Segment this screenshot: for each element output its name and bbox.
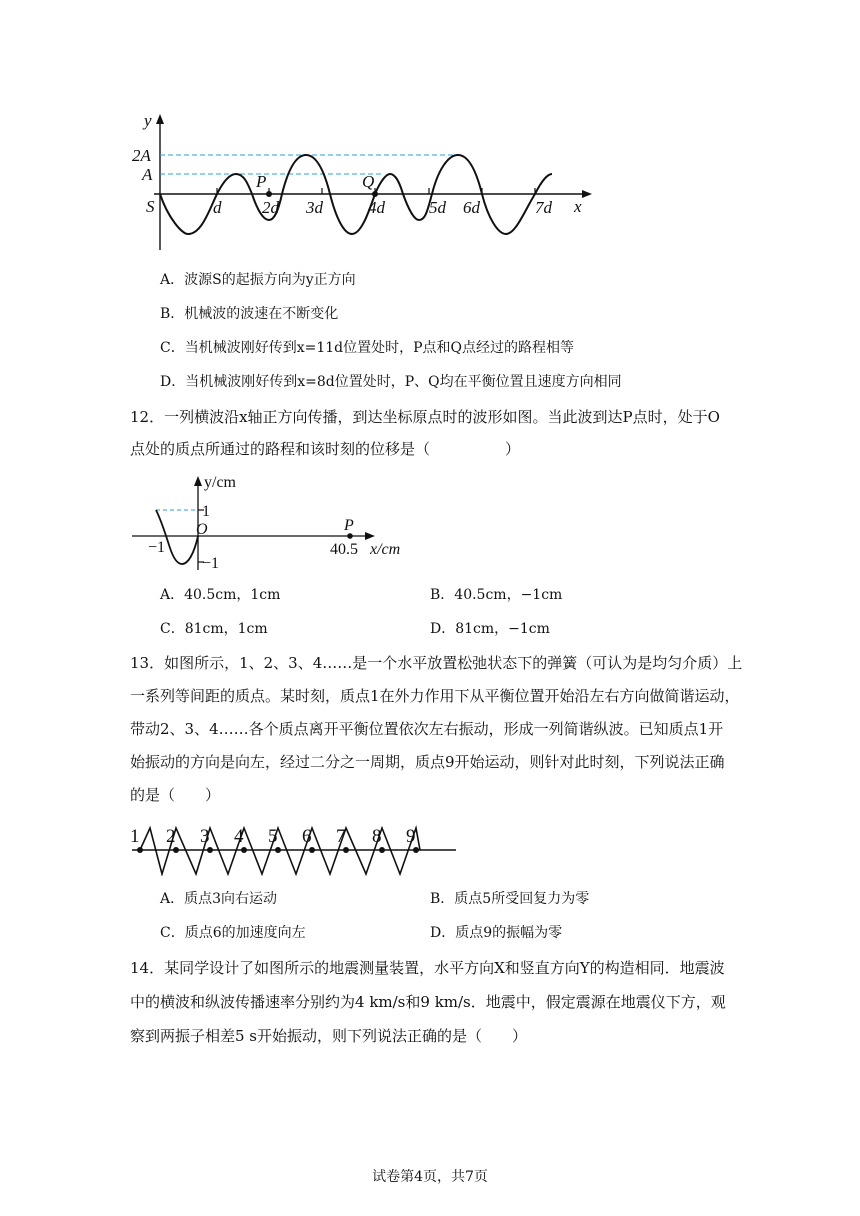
fig1-x-tick: 6d (463, 198, 480, 217)
fig1-x-tick: 7d (535, 198, 552, 217)
spring-label: 6 (302, 826, 312, 847)
q13-option-d: D．质点9的振幅为零 (430, 925, 563, 941)
q13-stem-line2: 一系列等间距的质点。某时刻，质点1在外力作用下从平衡位置开始沿左右方向做简谐运动， (130, 687, 740, 705)
fig1-x-tick: 4d (368, 198, 385, 217)
fig1-x-tick: 2d (262, 198, 279, 217)
spring-label: 9 (406, 826, 416, 847)
q12-option-d: D．81cm，−1cm (430, 621, 550, 637)
spring-label: 7 (336, 826, 346, 847)
fig2-point-P: P (344, 517, 354, 534)
q13-stem-line4: 始振动的方向是向左，经过二分之一周期，质点9开始运动，则针对此时刻，下列说法正确 (130, 753, 725, 771)
q13-option-a: A．质点3向右运动 (160, 891, 278, 907)
spring-label: 5 (268, 826, 278, 847)
fig1-x-tick: d (213, 198, 222, 217)
fig2-y-label: y/cm (204, 474, 236, 491)
fig1-x-tick: 5d (429, 198, 446, 217)
fig1-y-label: y (144, 111, 152, 130)
q12-stem-line2: 点处的质点所通过的路程和该时刻的位移是（ ） (130, 440, 521, 458)
spring-label: 1 (130, 826, 140, 847)
q13-stem-line5: 的是（ ） (130, 786, 221, 804)
q12-option-c: C．81cm，1cm (160, 621, 268, 637)
fig1-origin: S (146, 197, 155, 216)
page-footer: 试卷第4页，共7页 (372, 1169, 488, 1185)
fig2-tick-pos1: 1 (202, 503, 210, 520)
fig1-x-label: x (574, 197, 582, 216)
spring-label: 8 (372, 826, 382, 847)
q11-option-d: D．当机械波刚好传到x=8d位置处时，P、Q均在平衡位置且速度方向相同 (160, 374, 622, 390)
fig1-tick-A: A (142, 165, 153, 184)
fig2-x-tick-neg1: −1 (148, 539, 166, 556)
q11-option-a: A．波源S的起振方向为y正方向 (160, 272, 356, 288)
q11-option-b: B．机械波的波速在不断变化 (160, 306, 339, 322)
spring-label: 2 (166, 826, 176, 847)
q12-option-a: A．40.5cm，1cm (160, 587, 281, 603)
fig1-tick-2A: 2A (132, 146, 151, 165)
fig2-p-value: 40.5 (330, 541, 358, 558)
q13-stem-line1: 13．如图所示，1、2、3、4……是一个水平放置松弛状态下的弹簧（可认为是均匀介质）上 (130, 654, 743, 672)
fig1-point-P: P (256, 172, 267, 191)
fig1-x-tick: 3d (306, 198, 323, 217)
wave-figure-2 (130, 470, 410, 580)
fig2-origin: O (196, 521, 208, 538)
q14-stem-line1: 14．某同学设计了如图所示的地震测量装置，水平方向X和竖直方向Y的构造相同．地震波 (130, 959, 725, 977)
fig1-point-Q: Q (362, 172, 375, 191)
q14-stem-line2: 中的横波和纵波传播速率分别约为4 km/s和9 km/s．地震中，假定震源在地震仪下方，观 (130, 993, 726, 1011)
q11-option-c: C．当机械波刚好传到x=11d位置处时，P点和Q点经过的路程相等 (160, 340, 575, 356)
fig2-tick-neg1: −1 (202, 555, 220, 572)
spring-label: 4 (234, 826, 244, 847)
q14-stem-line3: 察到两振子相差5 s开始振动，则下列说法正确的是（ ） (130, 1027, 528, 1045)
q12-option-b: B．40.5cm，−1cm (430, 587, 563, 603)
q12-stem-line1: 12．一列横波沿x轴正方向传播，到达坐标原点时的波形如图。当此波到达P点时，处于O (130, 408, 720, 426)
fig2-x-label: x/cm (370, 541, 401, 558)
wave-figure-1 (130, 108, 600, 258)
spring-figure (128, 822, 460, 876)
spring-label: 3 (200, 826, 210, 847)
q13-stem-line3: 带动2、3、4……各个质点离开平衡位置依次左右振动，形成一列简谐纵波。已知质点1开 (130, 720, 724, 738)
q13-option-c: C．质点6的加速度向左 (160, 925, 306, 941)
q13-option-b: B．质点5所受回复力为零 (430, 891, 590, 907)
